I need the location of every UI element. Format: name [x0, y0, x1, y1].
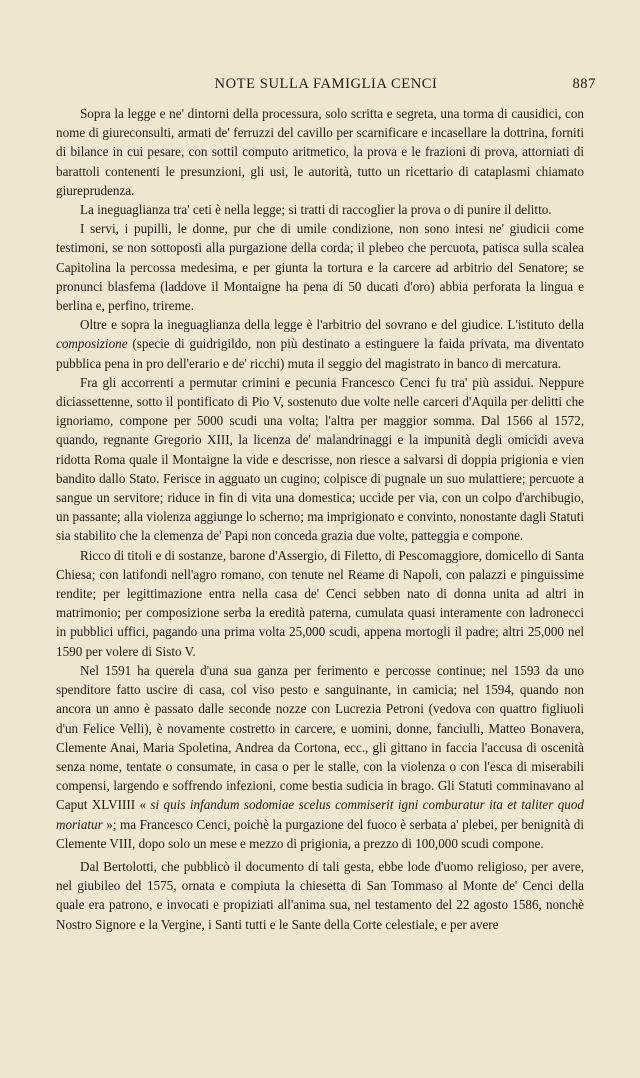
running-title: NOTE SULLA FAMIGLIA CENCI	[214, 76, 438, 92]
running-header	[56, 76, 596, 96]
text-run: Nel 1591 ha querela d'una sua ganza per ferimento e percosse continue; nel 1593 da uno spenditore fatto uscire di casa, col viso pesto e sanguinante, in camicia; nel 1594, quando non ancora un anno è passato dalle seconde nozze con Lucrezia Petroni (vedova con quattro figliuoli d'un Felice Velli), è novamente costretto in carcere, e uomini, donne, fanciulli, Matteo Bonavera, Clemente Anai, Maria Spoletina, Andrea da Cortona, ecc., gli gittano in faccia l'accusa di oscenità senza nome, tentate o consumate, in casa o per le stalle, con la violenza o con l'esca di miserabili compensi, largendo e soffrendo infezioni, come bestia sudicia in brago. Gli Statuti comminavano al Caput XLVIIII «	[56, 662, 584, 813]
paragraph	[56, 373, 584, 546]
italic-text: composizione	[56, 336, 128, 352]
paragraph	[56, 661, 584, 853]
body-text	[56, 104, 584, 934]
text-run: Ricco di titoli e di sostanze, barone d'Assergio, di Filetto, di Pescomaggiore, domicello di Santa Chiesa; con latifondi nell'agro romano, con tenute nel Reame di Napoli, con palazzi e pinguissime rendite; per legittimazione entra nella casa de' Cenci sebben nato di donna unita ad altri in matrimonio; per composizione serba la eredità paterna, cumulata quasi interamente con ladronecci in pubblici uffici, pagando una prima volta 25,000 scudi, appena mortogli il padre; altri 25,000 nel 1590 per volere di Sisto V.	[56, 547, 584, 659]
text-run: Sopra la legge e ne' dintorni della processura, solo scritta e segreta, una torma di causidici, con nome di giureconsulti, armati de' ferruzzi del cavillo per scarnificare e incasellare la dottrina, forniti di bilance in cui pesare, con sottil computo aritmetico, la prova e le frazioni di prova, attorniati di barattoli contenenti le presunzioni, gli usi, le autorità, tutto un ricettario di cataplasmi chiamato giureprudenza.	[56, 106, 584, 198]
text-run: (specie di guidrigildo, non più destinato a estinguere la faida privata, ma diventato pubblica pena in pro dell'erario e de' ricchi) muta il seggio del magistrato in banco di mercatura.	[56, 336, 584, 371]
paragraph	[56, 546, 584, 661]
paragraph	[56, 219, 584, 315]
text-run: I servi, i pupilli, le donne, pur che di umile condizione, non sono intesi ne' giudicii come testimoni, se non sottoposti alla purgazione della corda; il plebeo che percuota, patisca sulla scalea Capitolina la percossa medesima, e per giunta la tortura e la carcere ad arbitrio del Senatore; se pronunci blasfema (laddove il Montaigne ha pena di 50 ducati d'oro) abbia perforata la lingua e berlina e, perfino, trireme.	[56, 221, 584, 314]
text-run: Oltre e sopra la ineguaglianza della legge è l'arbitrio del sovrano e del giudice. L'istituto della	[80, 317, 584, 333]
text-run: Dal Bertolotti, che pubblicò il documento di tali gesta, ebbe lode d'uomo religioso, per avere, nel giubileo del 1575, ornata e compiuta la chiesetta di San Tommaso al Monte de' Cenci della quale era patrono, e invocati e propiziati all'anima sua, nel testamento del 22 agosto 1586, nonchè Nostro Signore e la Vergine, i Santi tutti e le Sante della Corte celestiale, e per avere	[56, 858, 584, 932]
text-run: La ineguaglianza tra' ceti è nella legge; si tratti di raccoglier la prova o di punire il delitto.	[80, 202, 552, 218]
paragraph	[56, 200, 584, 219]
italic-text: si quis infandum sodomiae scelus commiserit igni comburatur ita et taliter quod moriatur	[56, 797, 584, 832]
paragraph	[56, 315, 584, 373]
text-run: »; ma Francesco Cenci, poichè la purgazione del fuoco è serbata a' plebei, per benignità di Clemente VIII, dopo solo un mese e mezzo di prigionia, a prezzo di 100,000 scudi compone.	[56, 816, 584, 851]
page-number: 887	[572, 76, 596, 92]
text-run: Fra gli accorrenti a permutar crimini e pecunia Francesco Cenci fu tra' più assidui. Neppure diciassettenne, sotto il pontificato di Pio V, sostenuto due volte nelle carceri d'Aquila per delitti che ignoriamo, compone per 5000 scudi una volta; l'altra per maggior somma. Dal 1566 al 1572, quando, regnante Gregorio XIII, la licenza de' malandrinaggi e la impunità degli omicidi aveva ridotta Roma quale il Montaigne la vide e descrisse, non riesce a salvarsi di doppia prigionia e vien bandito dallo Stato. Ferisce in agguato un cugino; colpisce di pugnale un suo mulattiere; percuote a sangue un servitore; riduce in fin di vita una domestica; uccide per via, con un colpo d'archibugio, un passante; alla violenza aggiunge lo scherno; ma imprigionato e convinto, nonostante dagli Statuti sia stabilito che la clemenza de' Papi non conceda grazia due volte, patteggia e compone.	[56, 374, 584, 544]
paragraph	[56, 104, 584, 200]
paragraph	[56, 857, 584, 934]
